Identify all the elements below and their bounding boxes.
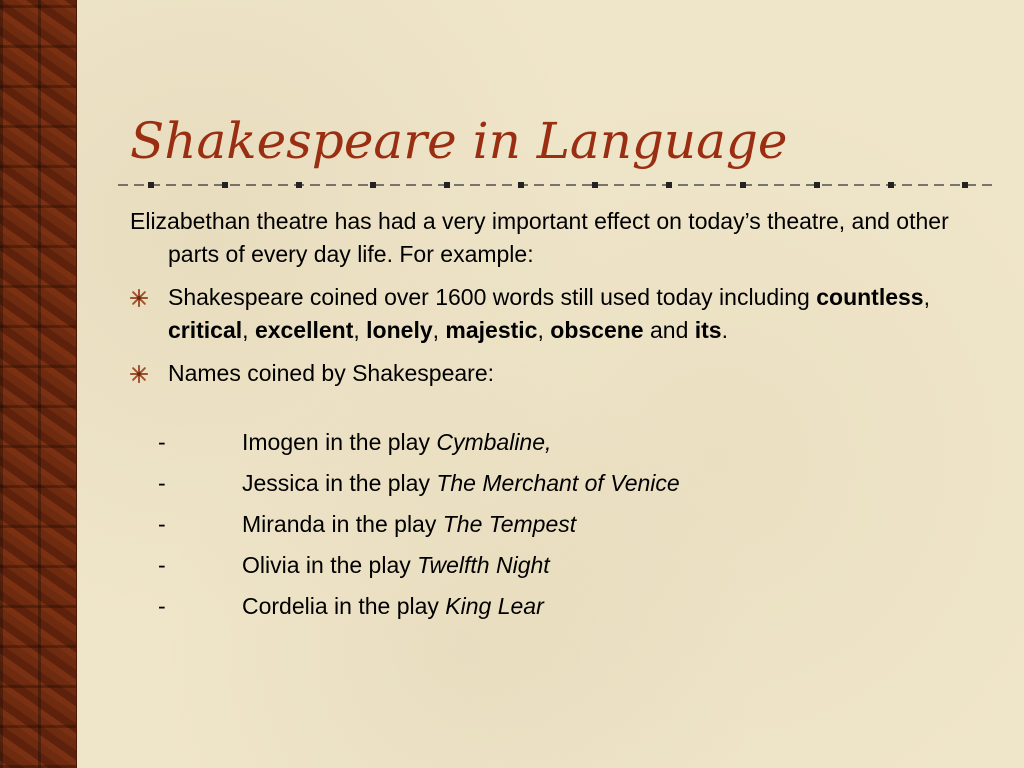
rule-dot — [592, 182, 598, 188]
play-title: The Merchant of Venice — [436, 470, 680, 496]
character-name: Imogen — [242, 429, 319, 455]
rule-dot — [666, 182, 672, 188]
list-item — [130, 467, 990, 508]
list-dash: - — [158, 429, 166, 455]
connector-text: in the play — [318, 470, 437, 496]
connector-text: in the play — [327, 593, 446, 619]
play-title: Cymbaline, — [436, 429, 552, 455]
rule-dot — [962, 182, 968, 188]
list-item — [130, 426, 990, 467]
rule-dot — [148, 182, 154, 188]
starburst-bullet-icon — [130, 365, 148, 383]
bullet-words-intro: Shakespeare coined over 1600 words still used today including — [168, 284, 817, 310]
connector-text: in the play — [325, 511, 443, 537]
play-title: King Lear — [445, 593, 544, 619]
word-separator: , — [537, 317, 551, 343]
rule-dot — [518, 182, 524, 188]
bullet-words-text — [168, 281, 990, 347]
list-item — [130, 508, 990, 549]
list-dash: - — [158, 511, 166, 537]
character-name: Jessica — [242, 470, 319, 496]
list-dash: - — [158, 552, 166, 578]
rule-dot — [740, 182, 746, 188]
names-list — [130, 426, 990, 631]
word-separator: , — [242, 317, 255, 343]
word-its: its — [694, 317, 722, 343]
word-obscene: obscene — [550, 317, 644, 343]
word-separator: , — [432, 317, 446, 343]
word-countless: countless — [816, 284, 924, 310]
rule-dot — [888, 182, 894, 188]
list-dash: - — [158, 470, 166, 496]
slide-body — [130, 205, 990, 631]
word-and: and — [643, 317, 695, 343]
rule-dot — [444, 182, 450, 188]
word-lonely: lonely — [366, 317, 433, 343]
play-title: The Tempest — [442, 511, 577, 537]
slide-title: Shakespeare in Language — [130, 112, 788, 170]
rule-dot — [222, 182, 228, 188]
rule-dot — [814, 182, 820, 188]
title-divider-rule — [118, 176, 998, 194]
bullet-names-text: Names coined by Shakespeare: — [168, 360, 495, 386]
intro-paragraph: Elizabethan theatre has had a very important effect on today’s theatre, and other parts of every day life. For example: — [130, 208, 949, 267]
connector-text: in the play — [318, 429, 437, 455]
starburst-bullet-icon — [130, 289, 148, 307]
sentence-period: . — [721, 317, 728, 343]
word-critical: critical — [168, 317, 243, 343]
list-dash: - — [158, 593, 166, 619]
rule-dot — [296, 182, 302, 188]
character-name: Cordelia — [242, 593, 328, 619]
character-name: Olivia — [242, 552, 300, 578]
connector-text: in the play — [299, 552, 418, 578]
character-name: Miranda — [242, 511, 326, 537]
word-separator: , — [923, 284, 930, 310]
bullet-words — [130, 281, 990, 347]
list-item — [130, 549, 990, 590]
bullet-names — [130, 357, 990, 390]
word-majestic: majestic — [445, 317, 538, 343]
play-title: Twelfth Night — [417, 552, 550, 578]
word-excellent: excellent — [254, 317, 354, 343]
word-separator: , — [353, 317, 367, 343]
rule-dot — [370, 182, 376, 188]
list-item — [130, 590, 990, 631]
decorative-side-strip — [0, 0, 77, 768]
